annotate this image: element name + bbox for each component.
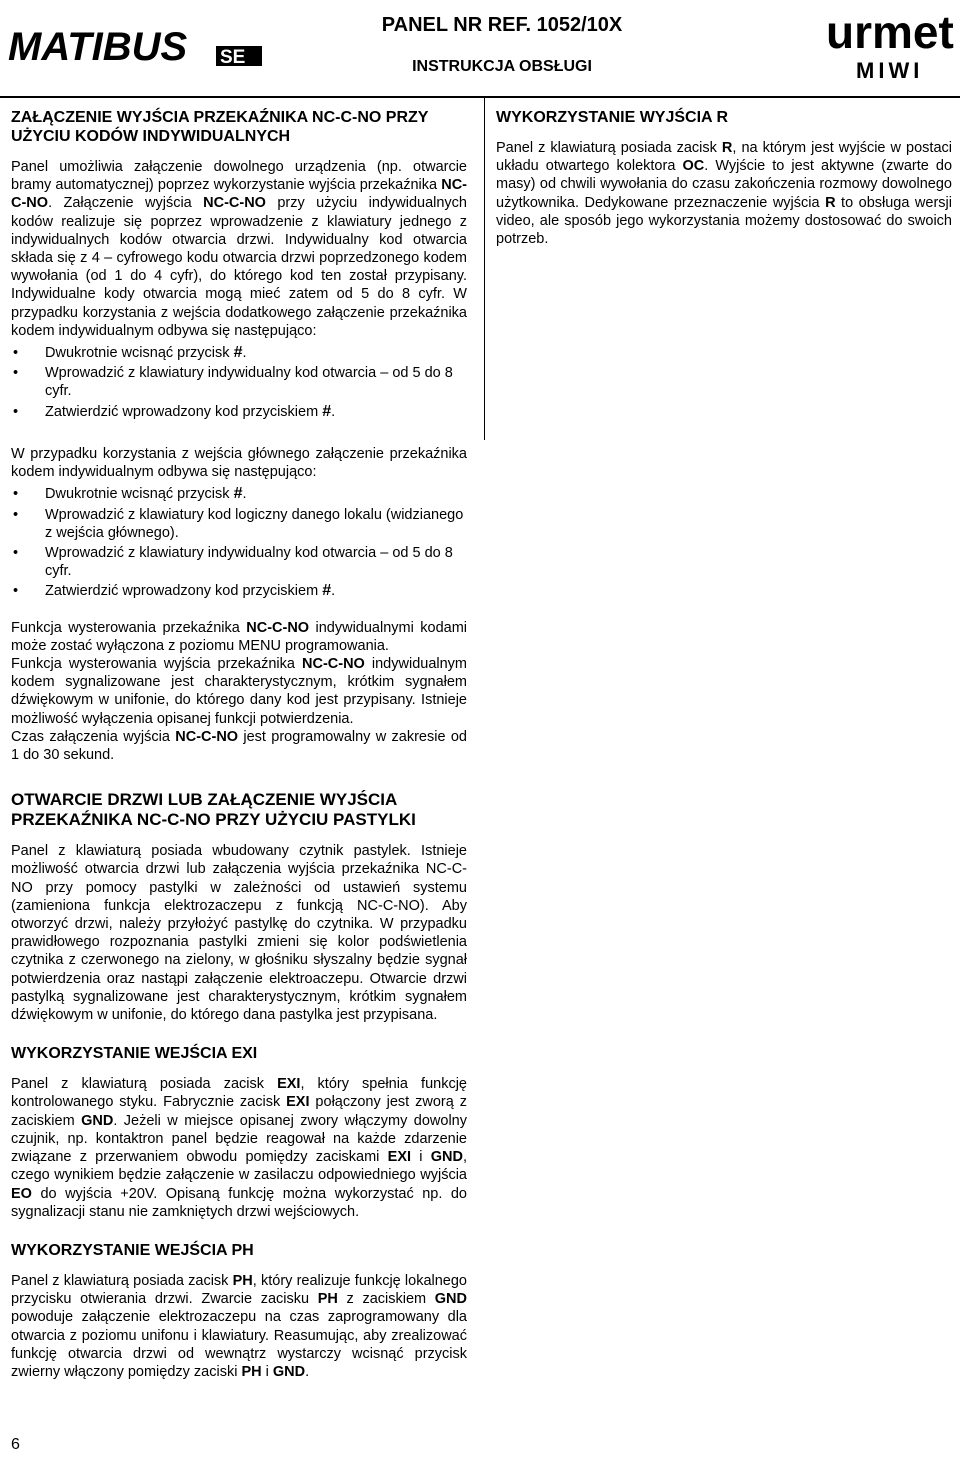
list-item: • Zatwierdzić wprowadzony kod przyciskiem #. — [11, 582, 467, 600]
list-item: • Zatwierdzić wprowadzony kod przyciskiem #. — [11, 403, 467, 421]
paragraph-ph: Panel z klawiaturą posiada zacisk PH, który realizuje funkcję lokalnego przycisku otwierania drzwi. Zwarcie zacisku PH z zaciskiem GND powoduje załączenie elektrozaczepu na czas zaprogramowany dla otwarcia z poziomu unifonu i klawiatury. Reasumując, aby zrealizować funkcję otwarcia drzwi od wewnątrz wystarczy wcisnąć przycisk zwierny włączony pomiędzy zaciski PH i GND. — [11, 1272, 467, 1380]
steps-list-additional-entry — [11, 344, 467, 421]
list-item: • Dwukrotnie wcisnąć przycisk #. — [11, 485, 467, 503]
page-title: PANEL NR REF. 1052/10X — [381, 14, 623, 36]
left-column-upper — [11, 108, 467, 423]
paragraph-main-entry: W przypadku korzystania z wejścia głównego załączenie przekaźnika kodem indywidualnym odbywa się następująco: — [11, 446, 467, 481]
list-item: • Wprowadzić z klawiatury indywidualny kod otwarcia – od 5 do 8 cyfr. — [11, 364, 467, 400]
section-title-tag: OTWARCIE DRZWI LUB ZAŁĄCZENIE WYJŚCIA PRZEKAŹNIKA NC-C-NO PRZY UŻYCIU PASTYLKI — [11, 790, 416, 830]
paragraph-exi: Panel z klawiaturą posiada zacisk EXI, który spełnia funkcję kontrolowanego styku. Fabrycznie zacisk EXI połączony jest zworą z zaciskiem GND. Jeżeli w miejsce opisanej zwory włączymy dowolny czujnik, np. kontaktron panel będzie reagował na każde zdarzenie związane z przerwaniem obwodu pomiędzy zaciskami EXI i GND, czego wynikiem będzie załączenie w zasilaczu odpowiedniego wyjścia EO do wyjścia +20V. Opisaną funkcję można wykorzystać np. do sygnalizacji stanu nie zamkniętych drzwi wejściowych. — [11, 1076, 468, 1220]
urmet-logo-text: urmet — [826, 6, 954, 58]
steps-list-main-entry — [11, 485, 467, 600]
header-divider — [0, 96, 960, 98]
urmet-logo — [822, 4, 956, 82]
paragraph-output-r: Panel z klawiaturą posiada zacisk R, na którym jest wyjście w postaci układu otwartego kolektora OC. Wyjście to jest aktywne (zwarte do masy) od chwili wywołania do czasu zakończenia rozmowy dowolnego użytkownika. Dedykowane przeznaczenie wyjścia R to obsługa wersji video, ale sposób jego wykorzystania możemy dostosować do swoich potrzeb. — [496, 140, 953, 248]
section-title-exi: WYKORZYSTANIE WEJŚCIA EXI — [11, 1045, 258, 1063]
paragraph-tag: Panel z klawiaturą posiada wbudowany czytnik pastylek. Istnieje możliwość otwarcia drzwi lub załączenia wyjścia przekaźnika NC-C-NO przy pomocy pastylki w zależności od ustawień systemu (zamieniona funkcja elektrozaczepu z funkcją NC-C-NO). Aby otworzyć drzwi, należy przyłożyć pastylkę do czytnika. W przypadku prawidłowego rozpoznania pastylki zmieni się kolor podświetlenia czytnika z czerwonego na zielony, w głośniku słyszalny będzie sygnał potwierdzenia oraz nastąpi załączenie elektroaczepu. Otwarcie drzwi pastylką sygnalizowane jest charakterystycznym, krótkim sygnałem dźwiękowym w unifonie, do którego dana pastylka jest przypisana. — [11, 843, 467, 1024]
list-item: • Wprowadzić z klawiatury indywidualny kod otwarcia – od 5 do 8 cyfr. — [11, 544, 467, 580]
matibus-logo-text: MATIBUS — [8, 25, 188, 69]
section-title-output-r: WYKORZYSTANIE WYJŚCIA R — [496, 109, 729, 126]
paragraph-time: Czas załączenia wyjścia NC-C-NO jest programowalny w zakresie od 1 do 30 sekund. — [11, 728, 467, 764]
matibus-logo — [8, 22, 263, 70]
section-title-ph: WYKORZYSTANIE WEJŚCIA PH — [11, 1241, 254, 1259]
page-subtitle: INSTRUKCJA OBSŁUGI — [412, 58, 592, 75]
paragraph-relay-intro: Panel umożliwia załączenie dowolnego urządzenia (np. otwarcie bramy automatycznej) poprzez wykorzystanie wyjścia przekaźnika NC-C-NO. Załączenie wyjścia NC-C-NO przy użyciu indywidualnych kodów realizuje się poprzez wprowadzenie z klawiatury jednego z indywidualnych kodów otwarcia drzwi. Indywidualny kod otwarcia składa się z 4 – cyfrowego kodu otwarcia drzwi poprzedzonego kodem wywołania (od 1 do 4 cyfr), do którego kod ten został przypisany. Indywidualne kody otwarcia mogą mieć zatem od 5 do 8 cyfr. W przypadku korzystania z wejścia dodatkowego załączenie przekaźnika kodem indywidualnym odbywa się następująco: — [11, 159, 467, 339]
left-column-lower — [11, 445, 467, 1381]
right-column — [496, 108, 952, 248]
matibus-logo-suffix: SE — [220, 47, 246, 68]
page-header — [0, 0, 960, 92]
paragraph-function-signal: Funkcja wysterowania wyjścia przekaźnika NC-C-NO indywidualnym kodem sygnalizowane jest charakterystycznym, krótkim sygnałem dźwiękowym w unifonie, do którego dany kod jest przypisany. Istnieje możliwość wyłączenia opisanej funkcji potwierdzenia. — [11, 656, 467, 727]
section-title-relay-codes: ZAŁĄCZENIE WYJŚCIA PRZEKAŹNIKA NC-C-NO PRZY UŻYCIU KODÓW INDYWIDUALNYCH — [11, 109, 429, 145]
column-divider — [484, 98, 485, 440]
paragraph-function-disable: Funkcja wysterowania przekaźnika NC-C-NO indywidualnymi kodami może zostać wyłączona z poziomu MENU programowania. — [11, 619, 468, 654]
miwi-logo-text: MIWI — [856, 58, 924, 82]
page-number: 6 — [11, 1436, 20, 1453]
list-item: • Wprowadzić z klawiatury kod logiczny danego lokalu (widzianego z wejścia głównego). — [11, 506, 467, 542]
list-item: • Dwukrotnie wcisnąć przycisk #. — [11, 344, 467, 362]
